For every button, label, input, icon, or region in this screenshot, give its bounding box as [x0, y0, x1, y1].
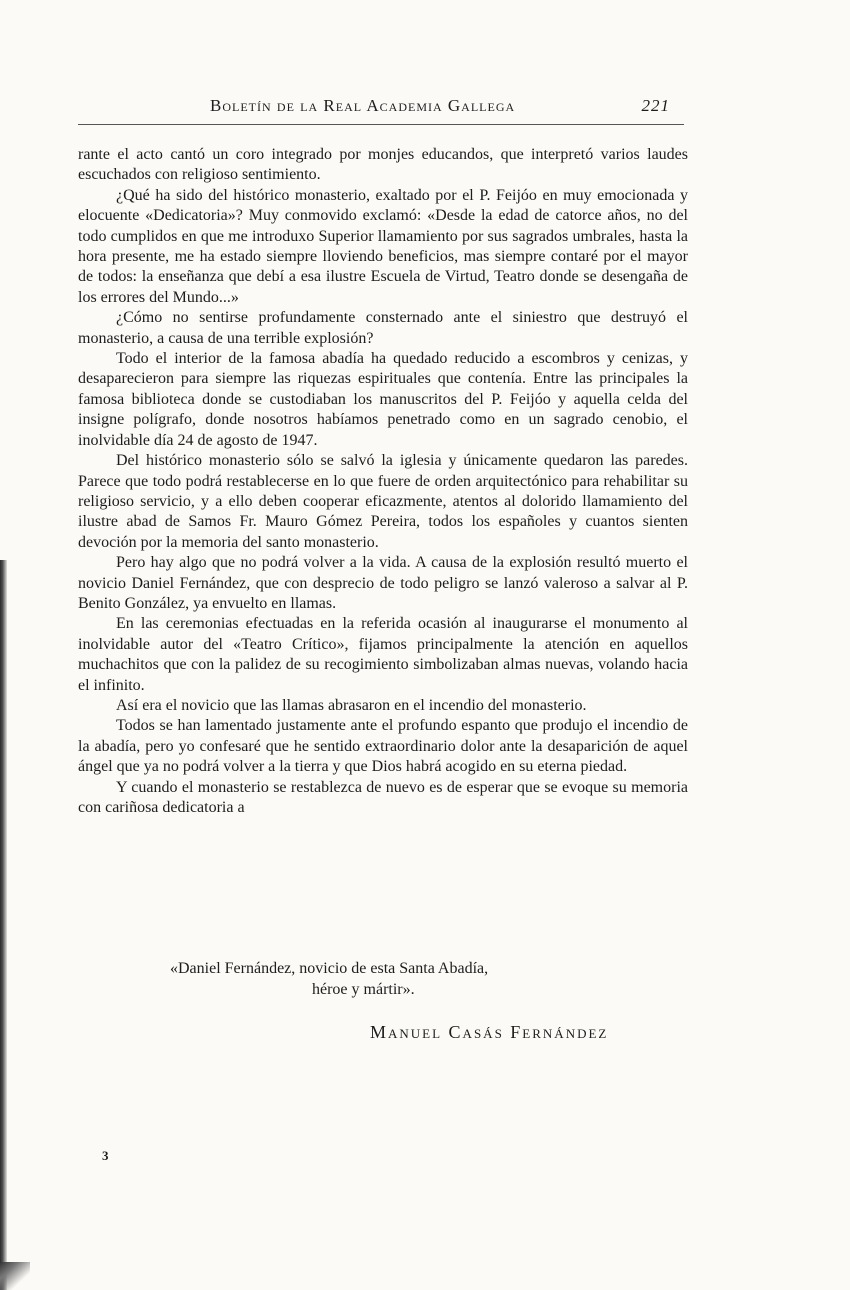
page-corner-shadow: [0, 1262, 30, 1290]
dedication-line-2: héroe y mártir».: [312, 981, 415, 998]
paragraph-4: Todo el interior de la famosa abadía ha quedado reducido a escombros y cenizas, y desaparecieron para siempre las riquezas espirituales que contenía. Entre las principales la famosa biblioteca donde se custodiaban los manuscritos del P. Feijóo y aquella celda del insigne polígrafo, donde nosotros habíamos penetrado como en un sagrado cenobio, el inolvidable día 24 de agosto de 1947.: [78, 350, 688, 449]
page-header: [200, 96, 670, 120]
page-number: 221: [641, 96, 670, 115]
paragraph-9: Todos se han lamentado justamente ante el profundo espanto que produjo el incendio de la abadía, pero yo confesaré que he sentido extraordinario dolor ante la desaparición de aquel ángel que ya no podrá volver a la tierra y que Dios habrá acogido en su eterna piedad.: [78, 717, 688, 776]
dedication-quote: [170, 958, 670, 1000]
paragraph-7: En las ceremonias efectuadas en la referida ocasión al inaugurarse el monumento al inolvidable autor del «Teatro Crítico», fijamos principalmente la atención en aquellos muchachitos que con la palidez de su recogimiento simbolizaban almas nuevas, volando hacia el infinito.: [78, 615, 688, 694]
paragraph-6: Pero hay algo que no podrá volver a la vida. A causa de la explosión resultó muerto el novicio Daniel Fernández, que con desprecio de todo peligro se lanzó valeroso a salvar al P. Benito González, ya envuelto en llamas.: [78, 554, 688, 612]
article-body: [78, 145, 688, 818]
paragraph-10: Y cuando el monasterio se restablezca de nuevo es de esperar que se evoque su memoria con cariñosa dedicatoria a: [78, 778, 688, 816]
running-head: Boletín de la Real Academia Gallega: [210, 96, 516, 115]
paragraph-8: Así era el novicio que las llamas abrasaron en el incendio del monasterio.: [116, 696, 587, 714]
header-rule: [78, 124, 684, 125]
paragraph-2: ¿Qué ha sido del histórico monasterio, exaltado por el P. Feijóo en muy emocionada y elocuente «Dedicatoria»? Muy conmovido exclamó: «Desde la edad de catorce años, no del todo cumplidos en que me introduxo Superior llamamiento por sus sagrados umbrales, hasta la hora presente, me ha estado siempre lloviendo beneficios, mas siempre contaré por el mayor de todos: la enseñanza que debí a esa ilustre Escuela de Virtud, Teatro donde se desengaña de los errores del Mundo...»: [78, 186, 688, 306]
dedication-line-1: «Daniel Fernández, novicio de esta Santa Abadía,: [170, 960, 489, 977]
paragraph-5: Del histórico monasterio sólo se salvó la iglesia y únicamente quedaron las paredes. Parece que todo podrá restablecerse en lo que fuere de orden arquitectónico para rehabilitar su religioso servicio, y a ello deben cooperar eficazmente, atentos al dolorido llamamiento del ilustre abad de Samos Fr. Mauro Gómez Pereira, todos los españoles y cuantos sienten devoción por la memoria del santo monasterio.: [78, 452, 688, 551]
page-left-shadow: [0, 560, 7, 1290]
author-signature: Manuel Casás Fernández: [370, 1022, 609, 1042]
paragraph-1: rante el acto cantó un coro integrado por monjes educandos, que interpretó varios laudes escuchados con religioso sentimiento.: [78, 146, 688, 184]
sheet-mark: 3: [102, 1148, 109, 1163]
paragraph-3: ¿Cómo no sentirse profundamente consternado ante el siniestro que destruyó el monasterio, a causa de una terrible explosión?: [78, 309, 688, 347]
